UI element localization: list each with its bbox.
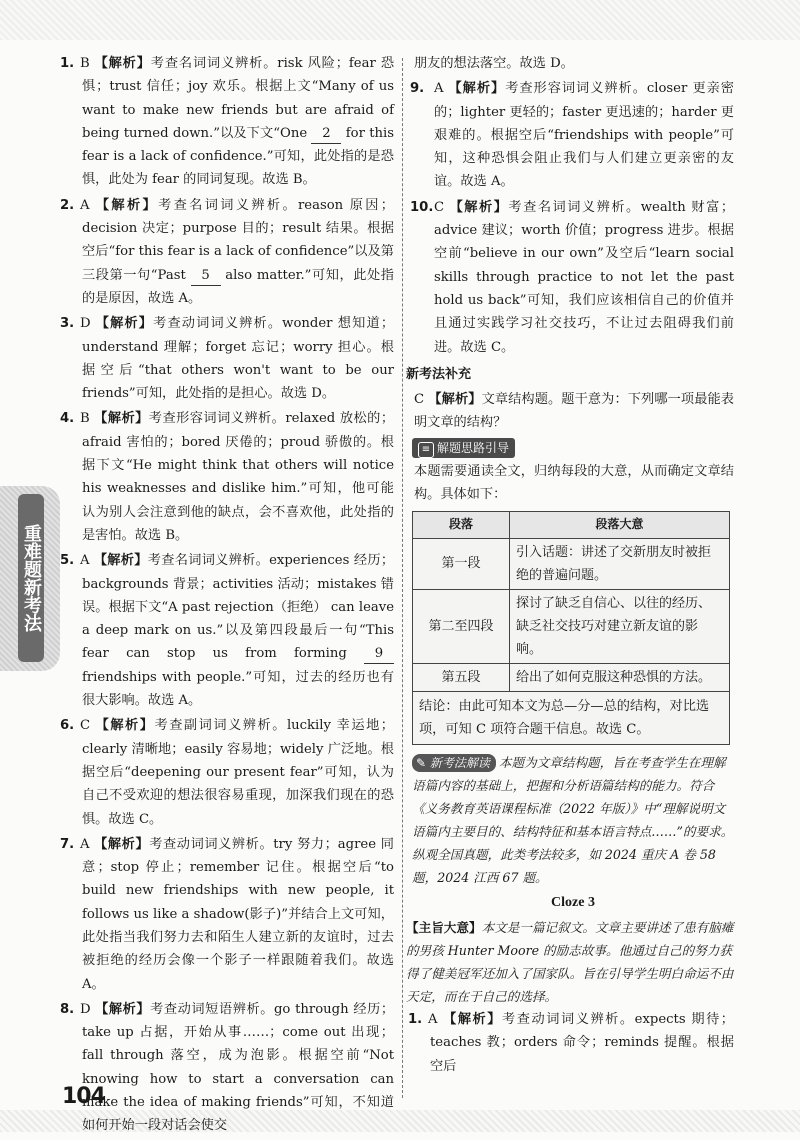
- answer-item: [410, 77, 734, 193]
- item-text: 考查名词词义辨析。experiences 经历；backgrounds 背景；activities 活动；mistakes 错误。根据下文“A past rejection（拒绝） can leave a deep mark on us.”以及第四段最后一句“This fear can stop us from forming: [82, 553, 395, 662]
- analysis-tag: 【解析】: [94, 1001, 151, 1017]
- side-tab-label: 重难题新考法: [18, 494, 44, 662]
- new-method-question: [412, 388, 734, 435]
- answer-letter: D: [80, 1001, 91, 1017]
- analysis-tag: 【解析】: [441, 1011, 503, 1027]
- new-method-title: 新考法补充: [406, 366, 472, 382]
- answer-item: [60, 549, 395, 712]
- item-text: 考查名词词义辨析。reason 原因；decision 决定；purpose 目的；result 结果。根据空后“for this fear is a lack of confidence”以及第三段第一句“Past: [82, 197, 394, 283]
- item-text-cont: friendships with people.”可知，过去的经历也有很大影响。故选 A。: [82, 669, 394, 709]
- item-number: 6.: [60, 718, 75, 734]
- answer-letter: C: [414, 392, 425, 408]
- item-text-cont: for this fear is a lack of confidence.”可知，此处指的是恐惧，此处为 fear 的同词复现。故选 B。: [82, 125, 394, 188]
- analysis-tag: 【解析】: [447, 81, 506, 97]
- item-text: 考查名词词义辨析。risk 风险；fear 恐惧；trust 信任；joy 欢乐。根据上文“Many of us want to make new friends but are afraid of being turned down.”以及下文“One: [82, 56, 395, 141]
- item-text: 考查形容词词义辨析。closer 更亲密的；lighter 更轻的；faster 更迅速的；harder 更艰难的。根据空后“friendships with people”可知，这种恐惧会阻止我们与人们建立更亲密的友谊。故选 A。: [434, 81, 734, 190]
- answer-letter: A: [434, 81, 444, 97]
- right-column: [406, 52, 735, 1080]
- blank-number: 5: [191, 267, 221, 286]
- answer-letter: B: [80, 56, 90, 71]
- structure-table: [412, 511, 730, 692]
- interpret-badge: ✎ 新考法解读: [412, 754, 496, 772]
- item-number: 7.: [60, 836, 75, 852]
- table-row: [413, 663, 730, 691]
- analysis-tag: 【解析】: [93, 553, 148, 569]
- answer-letter: A: [80, 197, 90, 213]
- table-cell: 第一段: [413, 538, 510, 589]
- analysis-tag: 【解析】: [93, 197, 159, 213]
- item-number: 4.: [60, 411, 75, 427]
- guide-badge-label: 解题思路引导: [437, 440, 510, 455]
- item-number: 8.: [60, 1001, 75, 1017]
- table-row: [413, 538, 730, 589]
- item-text: 考查动词短语辨析。go through 经历；take up 占据，开始从事……；come out 出现；fall through 落空，成为泡影。根据空前“Not knowing how to start a conversation can make the idea of making friends”可知，不知道如何开始一段对话会使交: [82, 1001, 395, 1134]
- item-text: 考查形容词词义辨析。relaxed 放松的；afraid 害怕的；bored 厌倦的；proud 骄傲的。根据下文“He might think that others will notice his weaknesses and dislike him.”可知，他可能认为别人会注意到他的缺点，会不喜欢他，此处指的是害怕。故选 B。: [82, 411, 395, 543]
- main-idea-text: 本文是一篇记叙文。文章主要讲述了患有脑瘫的男孩 Hunter Moore 的励志故事。他通过自己的努力获得了健美冠军还加入了国家队。旨在引导学生明白命运不由天定，而在于自己的选择。: [406, 919, 734, 1004]
- answer-item: [60, 312, 395, 405]
- table-header: 段落大意: [510, 511, 730, 538]
- answer-letter: C: [80, 718, 91, 734]
- analysis-tag: 【解析】: [94, 316, 154, 332]
- answer-letter: A: [80, 553, 90, 569]
- left-column: [60, 52, 395, 1140]
- book-icon: ≡: [418, 442, 434, 458]
- item-number: 5.: [60, 553, 75, 569]
- item-text: 考查动词词义辨析。expects 期待；teaches 教；orders 命令；reminds 提醒。根据空后: [430, 1011, 734, 1074]
- main-idea-tag: 【主旨大意】: [406, 919, 482, 935]
- guide-text: 本题需要通读全文，归纳每段的大意，从而确定文章结构。具体如下：: [414, 464, 734, 503]
- item-number: 3.: [60, 316, 75, 332]
- table-cell: 引入话题：讲述了交新朋友时被拒绝的普遍问题。: [510, 538, 730, 589]
- question-text: 文章结构题。题干意为：下列哪一项最能表明文章的结构？: [414, 392, 734, 431]
- item-number: 1.: [408, 1011, 423, 1027]
- answer-letter: B: [80, 411, 90, 427]
- item-number: 1.: [60, 56, 75, 71]
- interpret-note: [412, 751, 734, 889]
- answer-item: [410, 196, 735, 359]
- blank-number: 9: [364, 645, 394, 664]
- answer-letter: A: [80, 836, 90, 852]
- cloze-title: Cloze 3: [551, 894, 595, 910]
- main-idea: [406, 916, 734, 1008]
- analysis-tag: 【解析】: [94, 718, 155, 734]
- analysis-tag: 【解析】: [448, 199, 509, 215]
- table-cell: 第五段: [413, 663, 510, 691]
- analysis-tag: 【解析】: [93, 411, 149, 427]
- guide-badge: [412, 438, 515, 458]
- item-text-cont: also matter.”可知，此处指的是原因，故选 A。: [82, 267, 394, 306]
- analysis-tag: 【解析】: [93, 836, 150, 852]
- side-tab: [0, 486, 60, 671]
- answer-letter: C: [434, 199, 445, 215]
- answer-letter: A: [428, 1011, 438, 1027]
- answer-item: [60, 194, 394, 310]
- analysis-tag: 【解析】: [93, 56, 151, 71]
- interpret-badge-label: 新考法解读: [429, 755, 490, 770]
- table-cell: 给出了如何克服这种恐惧的方法。: [510, 663, 730, 691]
- item-number: 10.: [410, 199, 434, 215]
- guide-header: [412, 437, 734, 460]
- item-text: 考查动词词义辨析。wonder 想知道；understand 理解；forget 忘记；worry 担心。根据空后“that others won't want to be our friends”可知，此处指的是担心。故选 D。: [82, 316, 395, 402]
- answer-letter: D: [80, 316, 91, 332]
- interpret-text: 本题为文章结构题，旨在考查学生在理解语篇内容的基础上，把握和分析语篇结构的能力。符合《义务教育英语课程标准（2022 年版）》中“理解说明文语篇内主要目的、结构特征和基本语言特点……”的要求。纵观全国真题，此类考法较多，如 2024 重庆 A 卷 58 题，2024 江西 67 题。: [412, 754, 734, 885]
- blank-number: 2: [311, 125, 341, 144]
- item-text: 考查名词词义辨析。wealth 财富；advice 建议；worth 价值；progress 进步。根据空前“believe in our own”及空后“learn social skills through practice to not let the past hold us back”可知，我们应该相信自己的价值并且通过实践学习社交技巧，不让过去阻碍我们前进。故选 C。: [434, 199, 735, 355]
- item-number: 2.: [60, 197, 75, 213]
- analysis-tag: 【解析】: [428, 392, 482, 408]
- answer-item: [60, 52, 395, 192]
- answer-item: [60, 998, 395, 1138]
- table-header: 段落: [413, 511, 510, 538]
- continued-text: 朋友的想法落空。故选 D。: [414, 56, 574, 71]
- cloze-item: [408, 1008, 734, 1078]
- answer-item: [60, 833, 394, 996]
- page-number: 104: [62, 1084, 105, 1109]
- scan-top-band: [0, 0, 800, 40]
- table-conclusion: 结论：由此可知本文为总—分—总的结构，对比选项，可知 C 项符合题干信息。故选 C。: [412, 692, 730, 745]
- item-text: 考查动词词义辨析。try 努力；agree 同意；stop 停止；remember 记住。根据空后“to build new friendships with new people, it follows us like a shadow(影子)”并结合上文可知，此处指当我们努力去和陌生人建立新的友谊时，过去被拒绝的经历会像一个影子一样跟随着我们。故选 A。: [82, 836, 394, 992]
- answer-item: [60, 407, 395, 547]
- item-number: 9.: [410, 81, 425, 97]
- answer-item: [60, 714, 394, 830]
- column-divider: [402, 58, 403, 1098]
- table-row: [413, 589, 730, 663]
- table-cell: 探讨了缺乏自信心、以往的经历、缺乏社交技巧对建立新友谊的影响。: [510, 589, 730, 663]
- item-text: 考查副词词义辨析。luckily 幸运地；clearly 清晰地；easily 容易地；widely 广泛地。根据空后“deepening our present fear”可知，认为自己不受欢迎的想法很容易重现，加深我们现在的恐惧。故选 C。: [82, 718, 394, 827]
- table-cell: 第二至四段: [413, 589, 510, 663]
